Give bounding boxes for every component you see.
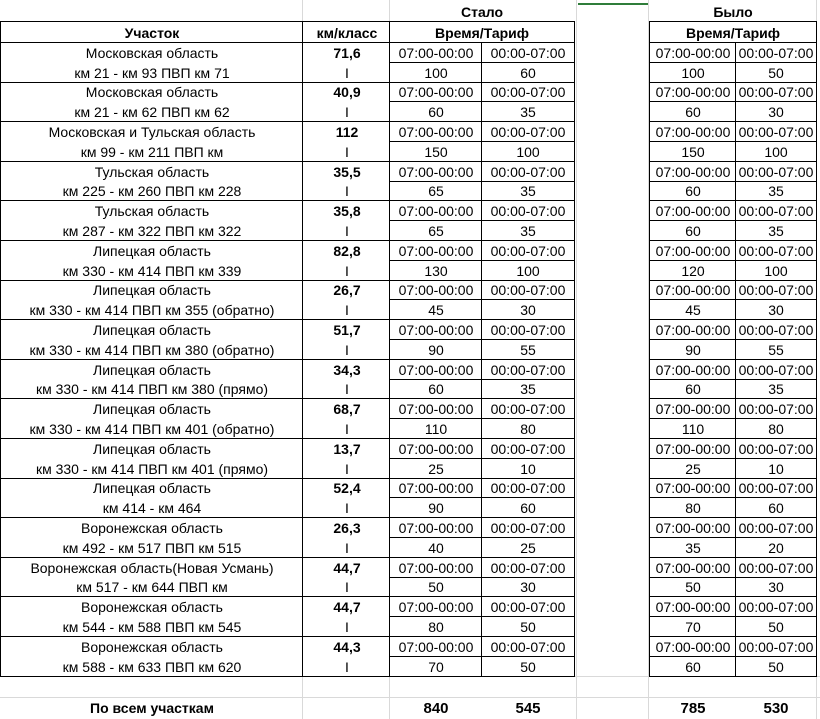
tariff-old-night: 30 xyxy=(768,104,784,121)
tariff-new-day: 90 xyxy=(428,341,444,358)
tariff-old-day: 60 xyxy=(685,183,701,200)
border-line xyxy=(649,359,817,360)
tariff-new-night: 80 xyxy=(520,421,536,438)
time-day: 07:00-00:00 xyxy=(655,203,731,220)
section-route: км 99 - км 211 ПВП км xyxy=(80,143,224,160)
section-class: I xyxy=(345,341,349,358)
section-region: Липецкая область xyxy=(93,282,211,299)
section-km: 34,3 xyxy=(333,361,361,378)
time-night: 00:00-07:00 xyxy=(490,163,566,180)
section-route: км 330 - км 414 ПВП км 401 (прямо) xyxy=(35,460,269,477)
time-day: 07:00-00:00 xyxy=(655,480,731,497)
tariff-new-day: 110 xyxy=(424,421,448,438)
border-line xyxy=(0,121,575,122)
border-line xyxy=(0,21,1,677)
section-km: 71,6 xyxy=(333,44,361,61)
section-class: I xyxy=(345,579,349,596)
border-line xyxy=(0,21,575,22)
time-day: 07:00-00:00 xyxy=(398,163,474,180)
border-line xyxy=(0,280,575,281)
time-day: 07:00-00:00 xyxy=(655,361,731,378)
time-day: 07:00-00:00 xyxy=(398,44,474,61)
border-line xyxy=(649,537,817,538)
time-day: 07:00-00:00 xyxy=(398,559,474,576)
section-class: I xyxy=(345,183,349,200)
time-day: 07:00-00:00 xyxy=(398,401,474,418)
border-line xyxy=(649,101,817,102)
tariff-old-day: 50 xyxy=(685,579,701,596)
border-line xyxy=(649,141,817,142)
border-line xyxy=(649,458,817,459)
border-line xyxy=(649,181,817,182)
section-class: I xyxy=(345,143,349,160)
border-line xyxy=(389,458,575,459)
time-day: 07:00-00:00 xyxy=(398,242,474,259)
time-night: 00:00-07:00 xyxy=(490,401,566,418)
tariff-old-day: 110 xyxy=(681,421,705,438)
border-line xyxy=(389,21,390,677)
time-night: 00:00-07:00 xyxy=(738,163,814,180)
time-night: 00:00-07:00 xyxy=(738,599,814,616)
section-region: Липецкая область xyxy=(93,361,211,378)
border-line xyxy=(816,21,817,677)
section-route: км 330 - км 414 ПВП км 339 xyxy=(62,262,242,279)
section-region: Липецкая область xyxy=(93,440,211,457)
section-km: 40,9 xyxy=(333,84,361,101)
border-line xyxy=(302,21,303,677)
border-line xyxy=(389,299,575,300)
tariff-new-day: 130 xyxy=(424,262,448,279)
section-route: км 225 - км 260 ПВП км 228 xyxy=(62,183,242,200)
border-line xyxy=(649,161,817,162)
time-night: 00:00-07:00 xyxy=(490,84,566,101)
time-night: 00:00-07:00 xyxy=(738,242,814,259)
tariff-new-night: 100 xyxy=(516,262,540,279)
section-class: I xyxy=(345,460,349,477)
section-route: км 330 - км 414 ПВП км 380 (прямо) xyxy=(35,381,269,398)
time-day: 07:00-00:00 xyxy=(398,440,474,457)
border-line xyxy=(389,181,575,182)
time-night: 00:00-07:00 xyxy=(738,44,814,61)
section-km: 26,3 xyxy=(333,520,361,537)
tariff-old-day: 150 xyxy=(681,143,705,160)
tariff-old-night: 50 xyxy=(768,64,784,81)
time-night: 00:00-07:00 xyxy=(490,599,566,616)
tariff-old-night: 100 xyxy=(764,262,788,279)
border-line xyxy=(735,42,736,677)
time-night: 00:00-07:00 xyxy=(738,440,814,457)
section-route: км 330 - км 414 ПВП км 355 (обратно) xyxy=(29,302,275,319)
time-day: 07:00-00:00 xyxy=(655,599,731,616)
border-line xyxy=(389,141,575,142)
section-km: 26,7 xyxy=(333,282,361,299)
time-day: 07:00-00:00 xyxy=(398,480,474,497)
border-line xyxy=(0,596,575,597)
tariff-new-night: 35 xyxy=(520,104,536,121)
section-km: 44,3 xyxy=(333,638,361,655)
tariff-old-day: 60 xyxy=(685,658,701,675)
totals-old-day: 785 xyxy=(680,699,706,717)
border-line xyxy=(0,557,575,558)
section-route: км 330 - км 414 ПВП км 380 (обратно) xyxy=(29,341,275,358)
header-uchastok: Участок xyxy=(124,25,180,41)
border-line xyxy=(389,101,575,102)
section-region: Московская область xyxy=(85,84,219,101)
time-day: 07:00-00:00 xyxy=(398,282,474,299)
tariff-old-day: 45 xyxy=(685,302,701,319)
border-line xyxy=(649,676,817,677)
section-class: I xyxy=(345,104,349,121)
border-line xyxy=(0,676,575,677)
time-day: 07:00-00:00 xyxy=(398,361,474,378)
section-class: I xyxy=(345,619,349,636)
time-night: 00:00-07:00 xyxy=(490,520,566,537)
section-route: км 21 - км 93 ПВП км 71 xyxy=(74,64,230,81)
section-region: Тульская область xyxy=(94,163,210,180)
border-line xyxy=(649,21,650,677)
border-line xyxy=(389,577,575,578)
tariff-old-night: 35 xyxy=(768,183,784,200)
tariff-new-day: 60 xyxy=(428,381,444,398)
border-line xyxy=(389,260,575,261)
time-day: 07:00-00:00 xyxy=(655,559,731,576)
time-day: 07:00-00:00 xyxy=(398,124,474,141)
section-route: км 588 - км 633 ПВП км 620 xyxy=(62,658,242,675)
totals-label: По всем участкам xyxy=(90,700,214,716)
time-night: 00:00-07:00 xyxy=(738,282,814,299)
tariff-old-night: 30 xyxy=(768,302,784,319)
time-night: 00:00-07:00 xyxy=(738,480,814,497)
time-day: 07:00-00:00 xyxy=(398,84,474,101)
border-line xyxy=(574,21,575,677)
section-route: км 517 - км 644 ПВП км xyxy=(76,579,228,596)
tariff-new-day: 90 xyxy=(428,500,444,517)
time-night: 00:00-07:00 xyxy=(490,282,566,299)
time-day: 07:00-00:00 xyxy=(398,322,474,339)
border-line xyxy=(649,200,817,201)
tariff-old-night: 80 xyxy=(768,421,784,438)
tariff-old-night: 35 xyxy=(768,223,784,240)
section-class: I xyxy=(345,658,349,675)
border-line xyxy=(481,42,482,677)
time-night: 00:00-07:00 xyxy=(490,559,566,576)
time-night: 00:00-07:00 xyxy=(738,84,814,101)
header-km-klass: км/класс xyxy=(316,25,378,41)
time-night: 00:00-07:00 xyxy=(490,440,566,457)
border-line xyxy=(0,398,575,399)
tariff-old-night: 55 xyxy=(768,341,784,358)
tariff-old-day: 60 xyxy=(685,223,701,240)
border-line xyxy=(649,121,817,122)
border-line xyxy=(0,636,575,637)
border-line xyxy=(0,82,575,83)
time-day: 07:00-00:00 xyxy=(655,44,731,61)
time-day: 07:00-00:00 xyxy=(655,282,731,299)
border-line xyxy=(0,517,575,518)
tariff-old-day: 35 xyxy=(685,539,701,556)
tariff-old-day: 120 xyxy=(681,262,705,279)
section-class: I xyxy=(345,500,349,517)
section-region: Воронежская область xyxy=(81,638,223,655)
time-night: 00:00-07:00 xyxy=(490,44,566,61)
tariff-new-day: 50 xyxy=(428,579,444,596)
tariff-old-day: 60 xyxy=(685,104,701,121)
totals-new-night: 545 xyxy=(515,699,541,717)
section-class: I xyxy=(345,381,349,398)
section-km: 52,4 xyxy=(333,480,361,497)
tariff-new-night: 50 xyxy=(520,658,536,675)
tariff-new-day: 45 xyxy=(428,302,444,319)
section-km: 35,8 xyxy=(333,203,361,220)
time-day: 07:00-00:00 xyxy=(655,520,731,537)
header-vremya-tarif-stalo: Время/Тариф xyxy=(434,25,530,41)
tariff-new-day: 65 xyxy=(428,183,444,200)
tariff-old-night: 50 xyxy=(768,619,784,636)
time-day: 07:00-00:00 xyxy=(655,163,731,180)
border-line xyxy=(389,537,575,538)
border-line xyxy=(389,220,575,221)
time-day: 07:00-00:00 xyxy=(655,440,731,457)
section-route: км 330 - км 414 ПВП км 401 (обратно) xyxy=(29,421,275,438)
border-line xyxy=(649,418,817,419)
tariff-new-night: 35 xyxy=(520,223,536,240)
selection-marker xyxy=(578,3,648,5)
tariff-old-day: 70 xyxy=(685,619,701,636)
border-line xyxy=(0,240,575,241)
tariff-old-day: 80 xyxy=(685,500,701,517)
border-line xyxy=(389,616,575,617)
section-route: км 21 - км 62 ПВП км 62 xyxy=(74,104,230,121)
section-class: I xyxy=(345,223,349,240)
tariff-new-night: 35 xyxy=(520,183,536,200)
border-line xyxy=(0,161,575,162)
time-day: 07:00-00:00 xyxy=(398,520,474,537)
section-region: Московская область xyxy=(85,44,219,61)
tariff-new-night: 55 xyxy=(520,341,536,358)
time-night: 00:00-07:00 xyxy=(490,638,566,655)
time-night: 00:00-07:00 xyxy=(738,322,814,339)
section-class: I xyxy=(345,421,349,438)
section-region: Воронежская область xyxy=(81,520,223,537)
time-night: 00:00-07:00 xyxy=(490,124,566,141)
section-class: I xyxy=(345,539,349,556)
section-region: Московская и Тульская область xyxy=(48,124,256,141)
tariff-new-night: 25 xyxy=(520,539,536,556)
time-night: 00:00-07:00 xyxy=(738,520,814,537)
tariff-new-night: 60 xyxy=(520,500,536,517)
time-night: 00:00-07:00 xyxy=(738,203,814,220)
section-km: 44,7 xyxy=(333,599,361,616)
border-line xyxy=(0,319,575,320)
time-night: 00:00-07:00 xyxy=(490,203,566,220)
tariff-new-night: 60 xyxy=(520,64,536,81)
section-region: Липецкая область xyxy=(93,242,211,259)
tariff-new-day: 80 xyxy=(428,619,444,636)
border-line xyxy=(649,280,817,281)
border-line xyxy=(649,21,817,22)
time-night: 00:00-07:00 xyxy=(490,480,566,497)
section-route: км 414 - км 464 xyxy=(102,500,202,517)
section-region: Липецкая область xyxy=(93,401,211,418)
tariff-new-day: 25 xyxy=(428,460,444,477)
section-route: км 287 - км 322 ПВП км 322 xyxy=(62,223,242,240)
border-line xyxy=(649,260,817,261)
tariff-new-day: 40 xyxy=(428,539,444,556)
tariff-old-night: 35 xyxy=(768,381,784,398)
header-vremya-tarif-bylo: Время/Тариф xyxy=(685,25,781,41)
border-line xyxy=(0,438,575,439)
border-line xyxy=(649,319,817,320)
border-line xyxy=(0,359,575,360)
time-night: 00:00-07:00 xyxy=(490,242,566,259)
border-line xyxy=(649,438,817,439)
tariff-old-day: 100 xyxy=(681,64,705,81)
section-region: Воронежская область(Новая Усмань) xyxy=(30,559,274,576)
section-region: Тульская область xyxy=(94,203,210,220)
time-night: 00:00-07:00 xyxy=(490,322,566,339)
tariff-new-night: 10 xyxy=(520,460,536,477)
tariff-old-day: 25 xyxy=(685,460,701,477)
border-line xyxy=(389,656,575,657)
border-line xyxy=(649,240,817,241)
border-line xyxy=(649,299,817,300)
section-km: 51,7 xyxy=(333,322,361,339)
tariff-old-night: 30 xyxy=(768,579,784,596)
time-night: 00:00-07:00 xyxy=(738,124,814,141)
tariff-old-night: 100 xyxy=(764,143,788,160)
section-region: Липецкая область xyxy=(93,480,211,497)
time-night: 00:00-07:00 xyxy=(738,559,814,576)
border-line xyxy=(389,418,575,419)
border-line xyxy=(649,82,817,83)
tariff-old-day: 60 xyxy=(685,381,701,398)
border-line xyxy=(649,339,817,340)
border-line xyxy=(0,200,575,201)
section-route: км 544 - км 588 ПВП км 545 xyxy=(62,619,242,636)
tariff-new-day: 65 xyxy=(428,223,444,240)
section-region: Воронежская область xyxy=(81,599,223,616)
tariff-old-night: 10 xyxy=(768,460,784,477)
time-day: 07:00-00:00 xyxy=(655,638,731,655)
border-line xyxy=(649,636,817,637)
tariff-new-night: 30 xyxy=(520,302,536,319)
tariff-new-night: 30 xyxy=(520,579,536,596)
border-line xyxy=(649,62,817,63)
section-class: I xyxy=(345,302,349,319)
border-line xyxy=(649,517,817,518)
time-day: 07:00-00:00 xyxy=(655,124,731,141)
border-line xyxy=(649,398,817,399)
tariff-new-day: 150 xyxy=(424,143,448,160)
tariff-new-night: 100 xyxy=(516,143,540,160)
time-night: 00:00-07:00 xyxy=(738,401,814,418)
border-line xyxy=(649,220,817,221)
header-stalo: Стало xyxy=(460,4,503,20)
section-class: I xyxy=(345,64,349,81)
border-line xyxy=(649,379,817,380)
border-line xyxy=(649,616,817,617)
section-km: 82,8 xyxy=(333,242,361,259)
time-day: 07:00-00:00 xyxy=(398,599,474,616)
time-day: 07:00-00:00 xyxy=(655,242,731,259)
tariff-new-night: 35 xyxy=(520,381,536,398)
header-bylo: Было xyxy=(713,4,753,20)
section-km: 112 xyxy=(335,124,359,141)
border-line xyxy=(389,379,575,380)
totals-old-night: 530 xyxy=(763,699,789,717)
border-line xyxy=(649,42,817,43)
section-region: Липецкая область xyxy=(93,322,211,339)
border-line xyxy=(649,557,817,558)
totals-new-day: 840 xyxy=(423,699,449,717)
border-line xyxy=(649,478,817,479)
tariff-old-night: 60 xyxy=(768,500,784,517)
time-day: 07:00-00:00 xyxy=(655,401,731,418)
tariff-old-night: 20 xyxy=(768,539,784,556)
section-km: 44,7 xyxy=(333,559,361,576)
tariff-old-night: 50 xyxy=(768,658,784,675)
border-line xyxy=(389,62,575,63)
tariff-old-day: 90 xyxy=(685,341,701,358)
border-line xyxy=(649,577,817,578)
time-day: 07:00-00:00 xyxy=(398,638,474,655)
border-line xyxy=(649,596,817,597)
border-line xyxy=(389,339,575,340)
border-line xyxy=(0,42,575,43)
time-day: 07:00-00:00 xyxy=(655,322,731,339)
tariff-new-day: 100 xyxy=(424,64,448,81)
gridline xyxy=(576,0,577,719)
section-km: 13,7 xyxy=(333,440,361,457)
time-night: 00:00-07:00 xyxy=(490,361,566,378)
border-line xyxy=(649,656,817,657)
section-km: 35,5 xyxy=(333,163,361,180)
time-night: 00:00-07:00 xyxy=(738,638,814,655)
section-route: км 492 - км 517 ПВП км 515 xyxy=(62,539,242,556)
time-day: 07:00-00:00 xyxy=(655,84,731,101)
time-night: 00:00-07:00 xyxy=(738,361,814,378)
border-line xyxy=(0,478,575,479)
section-km: 68,7 xyxy=(333,401,361,418)
tariff-new-day: 60 xyxy=(428,104,444,121)
border-line xyxy=(389,497,575,498)
section-class: I xyxy=(345,262,349,279)
border-line xyxy=(649,497,817,498)
time-day: 07:00-00:00 xyxy=(398,203,474,220)
tariff-new-night: 50 xyxy=(520,619,536,636)
tariff-new-day: 70 xyxy=(428,658,444,675)
